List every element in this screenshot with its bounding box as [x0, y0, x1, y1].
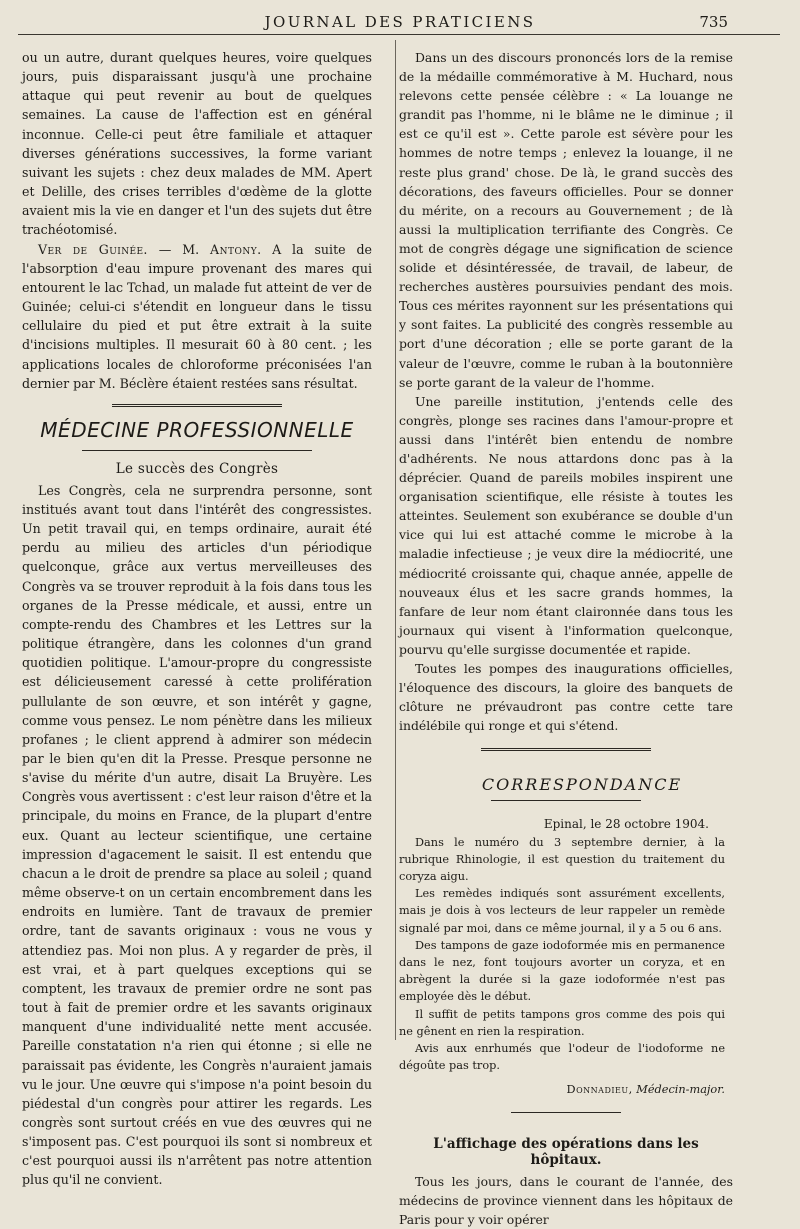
letter-paragraph: Des tampons de gaze iodoformée mis en permanence dans le nez, font toujours avorter un coryza, et en abrègent la durée si la gaze iodoformée n'est pas employée dès le début. [399, 938, 725, 1004]
letter-signature [399, 1081, 725, 1098]
ver-lead: Ver de Guinée. [38, 241, 148, 257]
ver-author: Antony [210, 241, 258, 257]
section-title-rule [82, 450, 312, 451]
page-number: 735 [699, 13, 728, 31]
section-title: MÉDECINE PROFESSIONNELLE [40, 417, 354, 442]
affichage-paragraph: Tous les jours, dans le courant de l'année, des médecins de province viennent dans les hôpitaux de Paris pour y voir opérer [399, 1173, 733, 1227]
article-paragraph: Toutes les pompes des inaugurations officielles, l'éloquence des discours, la gloire des banquets de clôture ne prévaudront pas contre cette tare indélébile qui ronge et qui s'étend. [399, 661, 733, 734]
article-paragraph: Dans un des discours prononcés lors de la remise de la médaille commémorative à M. Huchard, nous relevons cette pensée célèbre : « La louange ne grandit pas l'homme, ni le blâme ne le diminue ; il est ce qu'il est ». Cette parole est sévère pour les hommes de notre temps ; enlevez la louange, il ne reste plus grand' chose. De là, le grand succès des décorations, des faveurs officielles. Pour se donner du mérite, on a recours au Gouvernement ; de là aussi la multiplication terrifiante des Congrès. Ce mot de congrès dégage une signification de science solide et désintéressée, de travail, de labeur, de recherches austères poursuivies pendant des mois. Tous ces mérites rayonnent sur les présentations qui y sont faites. La publicité des congrès ressemble au port d'une décoration ; elle se porte garant de la valeur de l'œuvre, comme le ruban à la boutonnière se porte garant de la valeur de l'homme. [399, 50, 733, 390]
letter-paragraph: Les remèdes indiqués sont assurément excellents, mais je dois à vos lecteurs de leur rappeler un remède signalé par moi, dans ce même journal, il y a 5 ou 6 ans. [399, 887, 725, 935]
signature-title: Médecin-major. [636, 1083, 725, 1097]
ver-text: . A la suite de l'absorption d'eau impure provenant des mares qui entourent le lac Tchad, un malade fut atteint de ver de Guinée; celui-ci s'étendit en longueur dans le tissu cellulaire du pied et put être extrait à la suite d'incisions multiples. Il mesurait 60 à 80 cent. ; les applications locales de chloroforme préconisées l'an dernier par M. Béclère étaient restées sans résultat. [22, 241, 372, 391]
article-paragraph: Une pareille institution, j'entends celle des congrès, plonge ses racines dans l'amour-propre et aussi dans l'intérêt bien entendu de nombre d'adhérents. Ne nous attardons donc pas à la déprécier. Quand de pareils mobiles inspirent une organisation scientifique, elle résiste à toutes les atteintes. Seulement son exubérance se double d'un vice qui lui est attaché comme le microbe à la maladie infectieuse ; je veux dire la médiocrité, une médiocrité croissante qui, chaque année, appelle de nouveaux élus et les sacre grands hommes, la fanfare de leur nom étant claironnée dans tous les journaux qui visent à l'information quelconque, pourvu qu'elle surgisse documentée et rapide. [399, 393, 733, 657]
journal-title: JOURNAL DES PRATICIENS [264, 13, 536, 31]
letter-date: Epinal, le 28 octobre 1904. [543, 817, 709, 832]
ver-dash: — M. [147, 241, 210, 257]
article-title: Le succès des Congrès [115, 460, 279, 477]
left-column [22, 48, 372, 1190]
section-separator [511, 1112, 621, 1113]
header-rule [18, 34, 780, 35]
letter-paragraph: Avis aux enrhumés que l'odeur de l'iodoforme ne dégoûte pas trop. [399, 1042, 725, 1073]
correspondance-rule [491, 800, 641, 801]
correspondance-letter [399, 816, 733, 1098]
intro-paragraph: ou un autre, durant quelques heures, voire quelques jours, puis disparaissant jusqu'à une prochaine attaque qui peut revenir au bout de quelques semaines. La cause de l'affection est en général inconnue. Celle-ci peut être familiale et attaquer diverses générations successives, la forme variant suivant les sujets : chez deux malades de MM. Apert et Delille, des crises terribles d'œdème de la glotte avaient mis la vie en danger et l'un des sujets dut être trachéotomisé. [22, 50, 372, 238]
letter-paragraph: Dans le numéro du 3 septembre dernier, à la rubrique Rhinologie, il est question du traitement du coryza aigu. [399, 835, 725, 883]
column-divider [395, 40, 396, 1040]
letter-paragraph: Il suffit de petits tampons gros comme des pois qui ne gênent en rien la respiration. [399, 1007, 725, 1038]
section-separator [481, 748, 651, 751]
ver-de-guinee-paragraph [22, 240, 372, 393]
section-separator [112, 404, 282, 407]
right-column [399, 48, 733, 1229]
signature-name: Donnadieu, [566, 1083, 633, 1097]
page-header [0, 0, 800, 34]
article-paragraph: Les Congrès, cela ne surprendra personne, sont institués avant tout dans l'intérêt des congressistes. Un petit travail qui, en temps ordinaire, aurait été perdu au milieu des articles d'un périodique quelconque, grâce aux vertus merveilleuses des Congrès va se trouver reproduit à la fois dans tous les organes de la Presse médicale, et aussi, entre un compte-rendu des Chambres et les Lettres sur la politique étrangère, dans les colonnes d'un grand quotidien politique. L'amour-propre du congressiste est délicieusement caressé à cette prolifération pullulante de son œuvre, et son intérêt y gagne, comme vous pensez. Le nom pénètre dans les milieux profanes ; le client apprend à admirer son médecin par le bien qu'en dit la Presse. Presque personne ne s'avise du mérite d'un autre, disait La Bruyère. Les Congrès vous avertissent : c'est leur raison d'être et la principale, du moins en France, de la plupart d'entre eux. Quant au lecteur scientifique, une certaine impression d'agacement le saisit. Il est entendu que chacun a le droit de prendre sa place au soleil ; quand même observe-t on un certain encombrement dans les endroits en lumière. Tant de travaux de premier ordre, tant de savants originaux : vous ne vous y attendiez pas. Moi non plus. A y regarder de près, il est vrai, et à part quelques exceptions qui se comptent, les travaux de premier ordre ne sont pas tout à fait de premier ordre et les savants originaux manquent d'une individualité nette ment accusée. Pareille constatation n'a rien qui étonne ; si elle ne paraissait pas évidente, les Congrès n'auraient jamais vu le jour. Une œuvre qui s'impose n'a point besoin du piédestal d'un congrès pour attirer les regards. Les congrès sont surtout créés en vue des œuvres qui ne s'imposent pas. C'est pourquoi ils sont si nombreux et c'est pourquoi aussi ils n'arrêtent pas notre attention plus qu'il ne convient. [22, 482, 372, 1188]
correspondance-title: CORRESPONDANCE [481, 775, 683, 795]
affichage-title: L'affichage des opérations dans les hôpitaux. [433, 1135, 699, 1168]
